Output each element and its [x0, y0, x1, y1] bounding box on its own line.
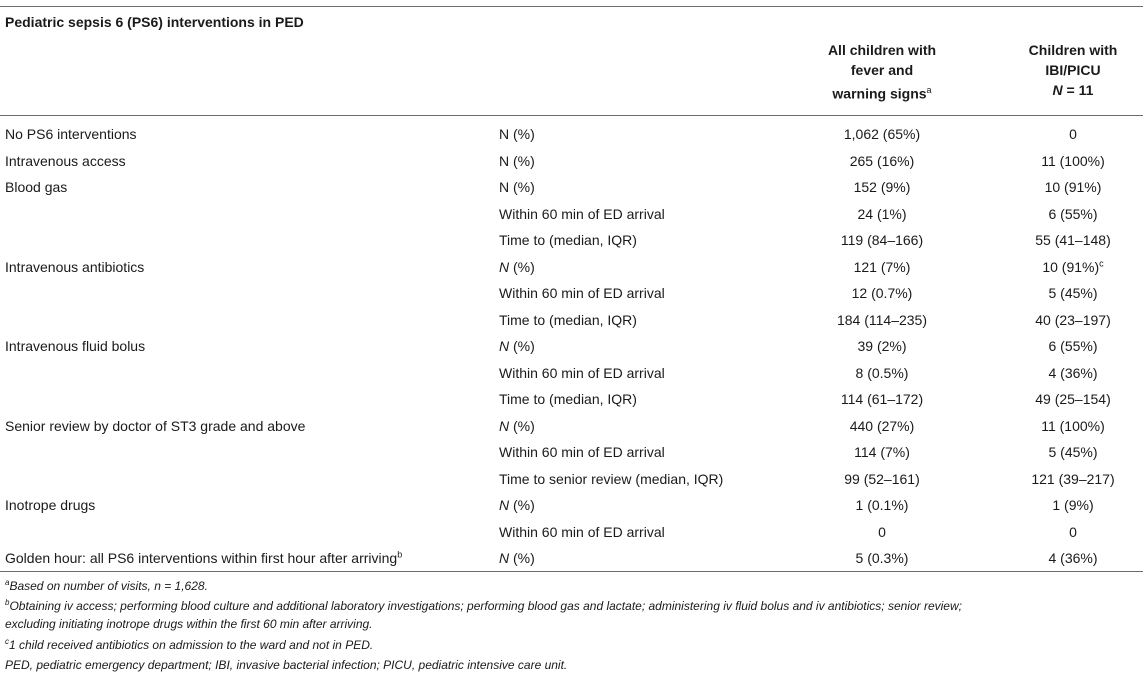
row-statistic: Within 60 min of ED arrival: [499, 523, 665, 540]
footnote-a: [5, 577, 1140, 596]
row-value-ibi-picu: 11 (100%): [1041, 417, 1105, 434]
footnote-abbrev-text: PED, pediatric emergency department; IBI, invasive bacterial infection; PICU, pediatric intensive care unit.: [5, 658, 568, 672]
row-value-ibi-picu: 4 (36%): [1048, 364, 1098, 381]
table-row: [0, 254, 1143, 280]
row-value-all-children: 1 (0.1%): [855, 497, 909, 513]
row-value-all-children: 12 (0.7%): [851, 285, 913, 301]
footnote-a-text: Based on number of visits, n = 1,628.: [9, 579, 208, 593]
row-value-ibi-picu: 6 (55%): [1048, 338, 1098, 354]
row-statistic: N (%): [499, 152, 535, 169]
col1-header-line2: fever and: [850, 62, 914, 78]
table-row: [0, 333, 1143, 359]
row-statistic: Within 60 min of ED arrival: [499, 285, 665, 301]
table-row: [0, 439, 1143, 465]
col1-header-footnote-mark: a: [926, 85, 932, 95]
footnote-b-mark: b: [5, 598, 10, 607]
footnote-b-cont: [5, 615, 1140, 634]
row-label: Inotrope drugs: [5, 497, 96, 513]
footnote-b: [5, 597, 1140, 616]
table-title: Pediatric sepsis 6 (PS6) interventions in PED: [5, 14, 304, 30]
row-label-footnote-mark: b: [397, 549, 403, 560]
row-value-footnote-mark: c: [1099, 257, 1104, 268]
row-statistic: Time to (median, IQR): [499, 391, 637, 407]
footnote-a-mark: a: [5, 578, 10, 587]
row-value-ibi-picu: 49 (25–154): [1035, 391, 1111, 407]
footnote-c-text: 1 child received antibiotics on admission to the ward and not in PED.: [9, 638, 374, 652]
row-statistic: Within 60 min of ED arrival: [499, 444, 665, 460]
row-value-ibi-picu: 5 (45%): [1048, 285, 1098, 301]
col2-header-line2: IBI/PICU: [1045, 62, 1101, 78]
column-header-ibi-picu: [1002, 40, 1143, 100]
row-value-all-children: 440 (27%): [849, 417, 915, 434]
row-value-all-children: 121 (7%): [853, 258, 911, 275]
row-value-ibi-picu: 0: [1069, 126, 1077, 142]
row-statistic: N (%): [499, 550, 535, 566]
table-row: [0, 148, 1143, 174]
row-value-all-children: 5 (0.3%): [855, 550, 909, 566]
row-value-all-children: 8 (0.5%): [855, 364, 909, 381]
row-statistic: Time to senior review (median, IQR): [499, 470, 724, 487]
col2-header-n: N: [1052, 82, 1063, 98]
table-row: [0, 466, 1143, 492]
table-row: [0, 121, 1143, 147]
table-row: [0, 307, 1143, 333]
footnote-b-text-line2: excluding initiating inotrope drugs within the first 60 min after arriving.: [5, 617, 373, 631]
row-statistic: Time to (median, IQR): [499, 232, 637, 248]
header-rule: [0, 115, 1143, 116]
row-statistic: N (%): [499, 497, 535, 513]
row-value-all-children: 1,062 (65%): [843, 126, 921, 142]
table-row: [0, 227, 1143, 253]
row-value-all-children: 24 (1%): [857, 205, 907, 222]
row-statistic: N (%): [499, 417, 535, 434]
row-statistic: N (%): [499, 126, 535, 142]
row-value-ibi-picu: 55 (41–148): [1035, 232, 1111, 248]
row-statistic: N (%): [499, 338, 535, 354]
row-value-ibi-picu: 10 $(91\%)^c$: [1042, 257, 1104, 275]
row-label: Golden hour: all PS6 interventions within first hour after arriving$^b$: [5, 549, 403, 566]
row-value-all-children: 152 (9%): [853, 179, 911, 195]
table-row: [0, 201, 1143, 227]
row-label: Intravenous antibiotics: [5, 258, 145, 275]
table-row: [0, 492, 1143, 518]
footnote-b-text-line1: Obtaining iv access; performing blood culture and additional laboratory investigations; performing blood gas and lactate; administering iv fluid bolus and iv antibiotics; senior review;: [9, 599, 962, 613]
row-value-ibi-picu: 6 (55%): [1048, 205, 1098, 222]
col1-header-line3: warning signs: [832, 85, 927, 102]
row-value-ibi-picu: 10 (91%): [1044, 179, 1102, 195]
row-value-all-children: 184 (114–235): [836, 311, 928, 328]
row-label: No PS6 interventions: [5, 126, 137, 142]
row-label: Senior review by doctor of ST3 grade and above: [5, 417, 306, 434]
table-row: [0, 413, 1143, 439]
column-header-all-children: [784, 40, 980, 104]
row-value-all-children: 99 (52–161): [844, 470, 920, 487]
footnote-c: [5, 636, 1140, 655]
row-value-all-children: 39 (2%): [857, 338, 907, 354]
row-label: Intravenous access: [5, 152, 126, 169]
table-row: [0, 280, 1143, 306]
row-value-ibi-picu: 0: [1069, 523, 1077, 540]
row-value-all-children: 0: [878, 523, 886, 540]
table-row: [0, 386, 1143, 412]
row-statistic: Time to (median, IQR): [499, 311, 637, 328]
row-value-ibi-picu: 4 (36%): [1048, 550, 1098, 566]
col2-header-line1: Children with: [1028, 42, 1118, 58]
row-statistic: N (%): [499, 258, 535, 275]
row-value-ibi-picu: 11 (100%): [1041, 152, 1105, 169]
row-label: Intravenous fluid bolus: [5, 338, 146, 354]
footnote-c-mark: c: [5, 637, 9, 646]
col1-header-line1: All children with: [827, 42, 937, 58]
row-value-all-children: 114 (61–172): [840, 391, 924, 407]
row-statistic: N (%): [499, 179, 535, 195]
table-row: [0, 545, 1143, 571]
row-value-ibi-picu: 5 (45%): [1048, 444, 1098, 460]
bottom-rule: [0, 571, 1143, 572]
table-row: [0, 360, 1143, 386]
table-row: [0, 174, 1143, 200]
row-value-all-children: 119 (84–166): [840, 232, 924, 248]
row-value-all-children: 265 (16%): [849, 152, 915, 169]
col2-header-n-value: = 11: [1062, 82, 1094, 98]
row-statistic: Within 60 min of ED arrival: [499, 364, 665, 381]
footnote-abbreviations: [5, 656, 1140, 675]
row-label: Blood gas: [5, 179, 68, 195]
row-value-all-children: 114 (7%): [854, 444, 910, 460]
row-value-ibi-picu: 1 (9%): [1052, 497, 1094, 513]
top-rule: [0, 6, 1143, 7]
row-statistic: Within 60 min of ED arrival: [499, 205, 665, 222]
row-value-ibi-picu: 121 (39–217): [1031, 470, 1115, 487]
row-value-ibi-picu: 40 (23–197): [1035, 311, 1111, 328]
table-row: [0, 519, 1143, 545]
